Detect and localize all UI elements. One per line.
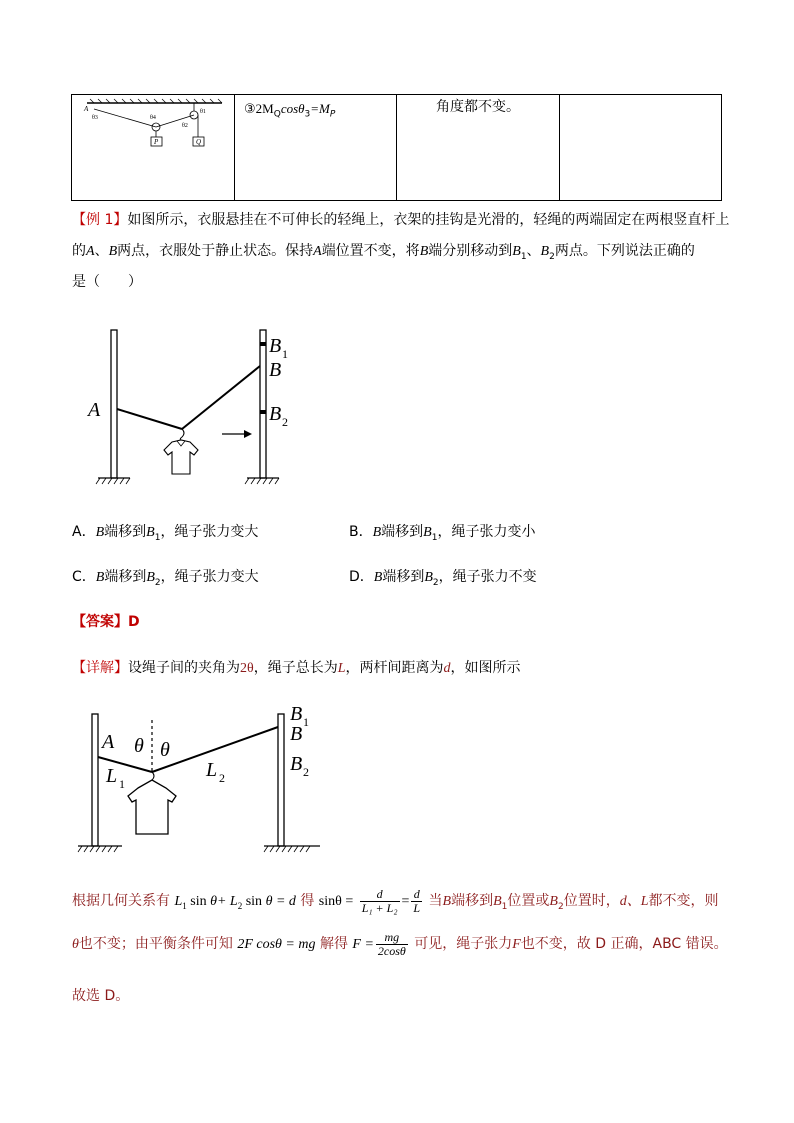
solution-final: 故选 D。: [72, 988, 130, 1004]
fig2-label-A: A: [102, 731, 115, 753]
answer-value: D: [128, 614, 140, 630]
label-theta3: θ3: [92, 115, 98, 121]
fig1-label-B2: B: [269, 403, 282, 425]
fig2-label-B2: B: [290, 753, 303, 775]
option-B[interactable]: B．B端移到$B_1$，绳子张力变小: [349, 524, 536, 543]
fig1-label-A: A: [88, 399, 101, 421]
table-divider: [396, 95, 397, 200]
fraction-d-over-L: $\frac{d}{L}$: [413, 886, 421, 915]
fig2-theta-right: θ: [160, 739, 170, 761]
example-line3: 是（ ）: [72, 274, 142, 290]
figure-clothes-rope: [84, 326, 304, 494]
fraction-d-over-sum: $\frac{d}{\text{L₁ + L₂}}$: [361, 886, 398, 915]
fig2-label-L2: L: [206, 759, 218, 781]
fig2-label-B: B: [290, 723, 303, 745]
equation-equilibrium: 2F cosθ = mg: [237, 937, 316, 952]
label-P: P: [154, 138, 159, 146]
fig2-label-B1: B: [290, 703, 303, 725]
svg-text:1: 1: [303, 715, 309, 729]
option-C[interactable]: C．B端移到$B_2$，绳子张力变大: [72, 569, 259, 588]
figure-analysis: [74, 700, 334, 862]
option-D[interactable]: D．B端移到$B_2$，绳子张力不变: [349, 569, 537, 588]
angle-note: 角度都不变。: [436, 99, 520, 115]
label-Q: Q: [196, 138, 202, 146]
label-theta1: θ1: [200, 109, 206, 115]
table-divider: [234, 95, 235, 200]
example-line1: 【例 1】如图所示，衣服悬挂在不可伸长的轻绳上，衣架的挂钩是光滑的，轻绳的两端固定在两根竖直杆上: [72, 212, 730, 228]
fig2-theta-left: θ: [134, 735, 144, 757]
label-A: A: [84, 105, 89, 113]
detail-intro: 【详解】设绳子间的夹角为2θ，绳子总长为L，两杆间距离为d，如图所示: [72, 660, 521, 676]
svg-text:2: 2: [303, 765, 309, 779]
svg-text:2: 2: [219, 771, 225, 785]
fig1-label-B: B: [269, 359, 282, 381]
example-tag: 【例 1】: [72, 212, 128, 228]
svg-text:1: 1: [282, 347, 288, 361]
answer: 【答案】D: [72, 614, 140, 630]
option-A[interactable]: A．B端移到$B_1$，绳子张力变大: [72, 524, 259, 543]
solution-line2: θ也不变；由平衡条件可知 2F cosθ = mg 解得 F = $\frac{mg}{2\cos\theta}$ 可见，绳子张力F也不变，故 D 正确，ABC 错误。: [72, 929, 728, 958]
pulley-diagram: [82, 97, 232, 157]
method-table: [71, 94, 722, 201]
label-theta2: θ2: [182, 123, 188, 129]
solution-line1: 根据几何关系有 $L_1$ $\sin \theta+ L_2$ sin θ = d 得 sinθ = $\frac{d}{\text{L₁ + L₂}}$ = $\frac{d}{L}$ 当B端移到$B_1$位置或$B_2$位置时，d、L都不变，则: [72, 886, 719, 915]
example-line2: 的A、B两点，衣服处于静止状态。保持A端位置不变，将B端分别移动到$B_1$、$B_2$两点。下列说法正确的: [72, 243, 695, 262]
formula-cell: $③2M_Q\cos\theta_3=M_P$: [244, 101, 336, 120]
label-theta4: θ4: [150, 115, 156, 121]
svg-text:2: 2: [282, 415, 288, 429]
fig1-label-B1: B: [269, 335, 282, 357]
fig2-label-L1: L: [106, 765, 118, 787]
fraction-tension: $\frac{mg}{2\cos\theta}$: [377, 929, 406, 958]
equation-geometry: $L_1$ $\sin \theta+ L_2$ sin θ = d: [174, 894, 296, 911]
svg-text:1: 1: [119, 777, 125, 791]
table-divider: [559, 95, 560, 200]
circle-number: ③: [244, 102, 256, 117]
